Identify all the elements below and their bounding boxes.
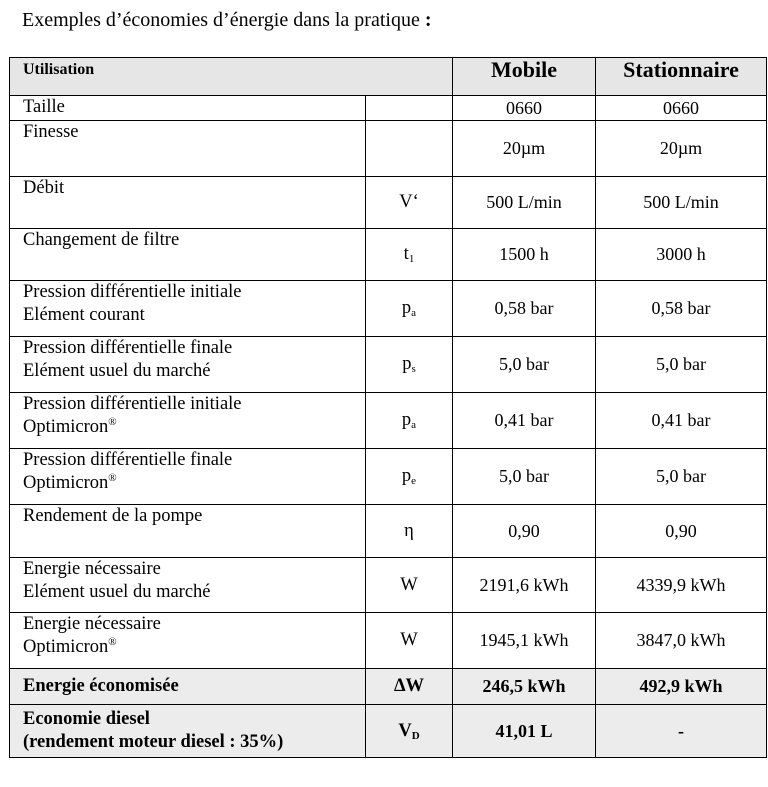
value-stationary: 3847,0 kWh [596, 613, 767, 669]
table-row [10, 121, 767, 177]
row-label-line1: Taille [23, 97, 65, 117]
symbol-subscript: D [411, 729, 420, 742]
row-symbol [366, 705, 453, 758]
row-symbol [366, 669, 453, 705]
value-stationary: 20µm [596, 121, 767, 177]
table-row [10, 96, 767, 121]
value-mobile: 1500 h [453, 229, 596, 281]
row-label-line2: Optimicron [23, 417, 109, 437]
row-label [10, 449, 366, 505]
row-label-line1: Débit [23, 178, 65, 198]
table-row [10, 177, 767, 229]
row-label-line2: Optimicron [23, 637, 109, 657]
value-mobile: 246,5 kWh [453, 669, 596, 705]
registered-mark: ® [108, 472, 117, 484]
row-label [10, 669, 366, 705]
symbol-subscript: s [411, 363, 416, 375]
row-label-line2: (rendement moteur diesel : 35%) [23, 732, 284, 752]
symbol-text: p [401, 298, 412, 318]
table-row [10, 393, 767, 449]
row-label [10, 505, 366, 558]
table-row [10, 505, 767, 558]
row-label-line1: Energie économisée [23, 676, 179, 696]
symbol-subscript: a [411, 307, 417, 319]
value-mobile: 0660 [453, 96, 596, 121]
value-stationary: 5,0 bar [596, 449, 767, 505]
value-mobile: 5,0 bar [453, 449, 596, 505]
row-label [10, 558, 366, 613]
row-label-line1: Pression différentielle finale [23, 338, 233, 358]
value-mobile: 500 L/min [453, 177, 596, 229]
value-mobile: 41,01 L [453, 705, 596, 758]
registered-mark: ® [108, 416, 117, 428]
row-label [10, 337, 366, 393]
symbol-text: p [401, 410, 412, 430]
row-symbol [366, 337, 453, 393]
value-stationary: 3000 h [596, 229, 767, 281]
value-stationary: 0,58 bar [596, 281, 767, 337]
symbol-text: W [400, 630, 418, 650]
energy-savings-table [9, 57, 767, 758]
table-row [10, 558, 767, 613]
symbol-text: V‘ [399, 192, 419, 212]
row-label-line1: Energie nécessaire [23, 614, 161, 634]
row-label-line2: Elément courant [23, 305, 145, 325]
table-header-row [10, 58, 767, 96]
row-label-line1: Rendement de la pompe [23, 506, 203, 526]
symbol-text: ΔW [393, 676, 425, 696]
symbol-subscript: a [411, 419, 417, 431]
row-label-line1: Energie nécessaire [23, 559, 161, 579]
value-stationary: 500 L/min [596, 177, 767, 229]
row-label-line1: Pression différentielle initiale [23, 282, 242, 302]
row-label-line2: Optimicron [23, 473, 109, 493]
row-label-line1: Finesse [23, 122, 79, 142]
row-symbol [366, 558, 453, 613]
value-stationary: 5,0 bar [596, 337, 767, 393]
row-label-line1: Pression différentielle finale [23, 450, 233, 470]
symbol-text: η [404, 520, 414, 541]
symbol-text: t [403, 244, 409, 264]
table-row [10, 449, 767, 505]
row-symbol [366, 393, 453, 449]
value-stationary: - [596, 705, 767, 758]
row-label [10, 613, 366, 669]
row-label [10, 281, 366, 337]
header-utilisation: Utilisation [10, 58, 453, 96]
row-label-line2: Elément usuel du marché [23, 361, 211, 381]
symbol-text: p [401, 466, 412, 486]
row-label [10, 121, 366, 177]
value-mobile: 5,0 bar [453, 337, 596, 393]
symbol-subscript: 1 [408, 253, 415, 265]
symbol-text: V [398, 720, 412, 741]
table-row [10, 669, 767, 705]
value-stationary: 4339,9 kWh [596, 558, 767, 613]
table-row [10, 613, 767, 669]
header-mobile: Mobile [453, 58, 596, 96]
row-symbol [366, 281, 453, 337]
registered-mark: ® [108, 636, 117, 648]
row-label-line1: Pression différentielle initiale [23, 394, 242, 414]
row-symbol [366, 449, 453, 505]
value-mobile: 2191,6 kWh [453, 558, 596, 613]
row-symbol [366, 505, 453, 558]
row-label [10, 229, 366, 281]
row-symbol [366, 96, 453, 121]
row-label-line2: Elément usuel du marché [23, 582, 211, 602]
title-text: Exemples d’économies d’énergie dans la pratique [22, 9, 420, 31]
table-row [10, 337, 767, 393]
value-stationary: 0660 [596, 96, 767, 121]
symbol-text: p [402, 354, 412, 374]
table-row [10, 705, 767, 758]
row-label [10, 177, 366, 229]
symbol-text: W [400, 574, 418, 595]
table-row [10, 281, 767, 337]
value-stationary: 0,90 [596, 505, 767, 558]
page-title [22, 6, 432, 34]
row-label-line1: Changement de filtre [23, 230, 180, 250]
row-symbol [366, 229, 453, 281]
row-symbol [366, 613, 453, 669]
value-mobile: 0,41 bar [453, 393, 596, 449]
value-mobile: 0,90 [453, 505, 596, 558]
symbol-subscript: e [411, 475, 417, 487]
value-mobile: 20µm [453, 121, 596, 177]
value-stationary: 0,41 bar [596, 393, 767, 449]
table-body [10, 58, 767, 758]
row-label [10, 393, 366, 449]
value-stationary: 492,9 kWh [596, 669, 767, 705]
row-symbol [366, 121, 453, 177]
header-stationary: Stationnaire [596, 58, 767, 96]
row-label [10, 96, 366, 121]
row-symbol [366, 177, 453, 229]
value-mobile: 1945,1 kWh [453, 613, 596, 669]
value-mobile: 0,58 bar [453, 281, 596, 337]
title-colon: : [424, 9, 432, 31]
table-row [10, 229, 767, 281]
row-label [10, 705, 366, 758]
row-label-line1: Economie diesel [23, 709, 150, 729]
